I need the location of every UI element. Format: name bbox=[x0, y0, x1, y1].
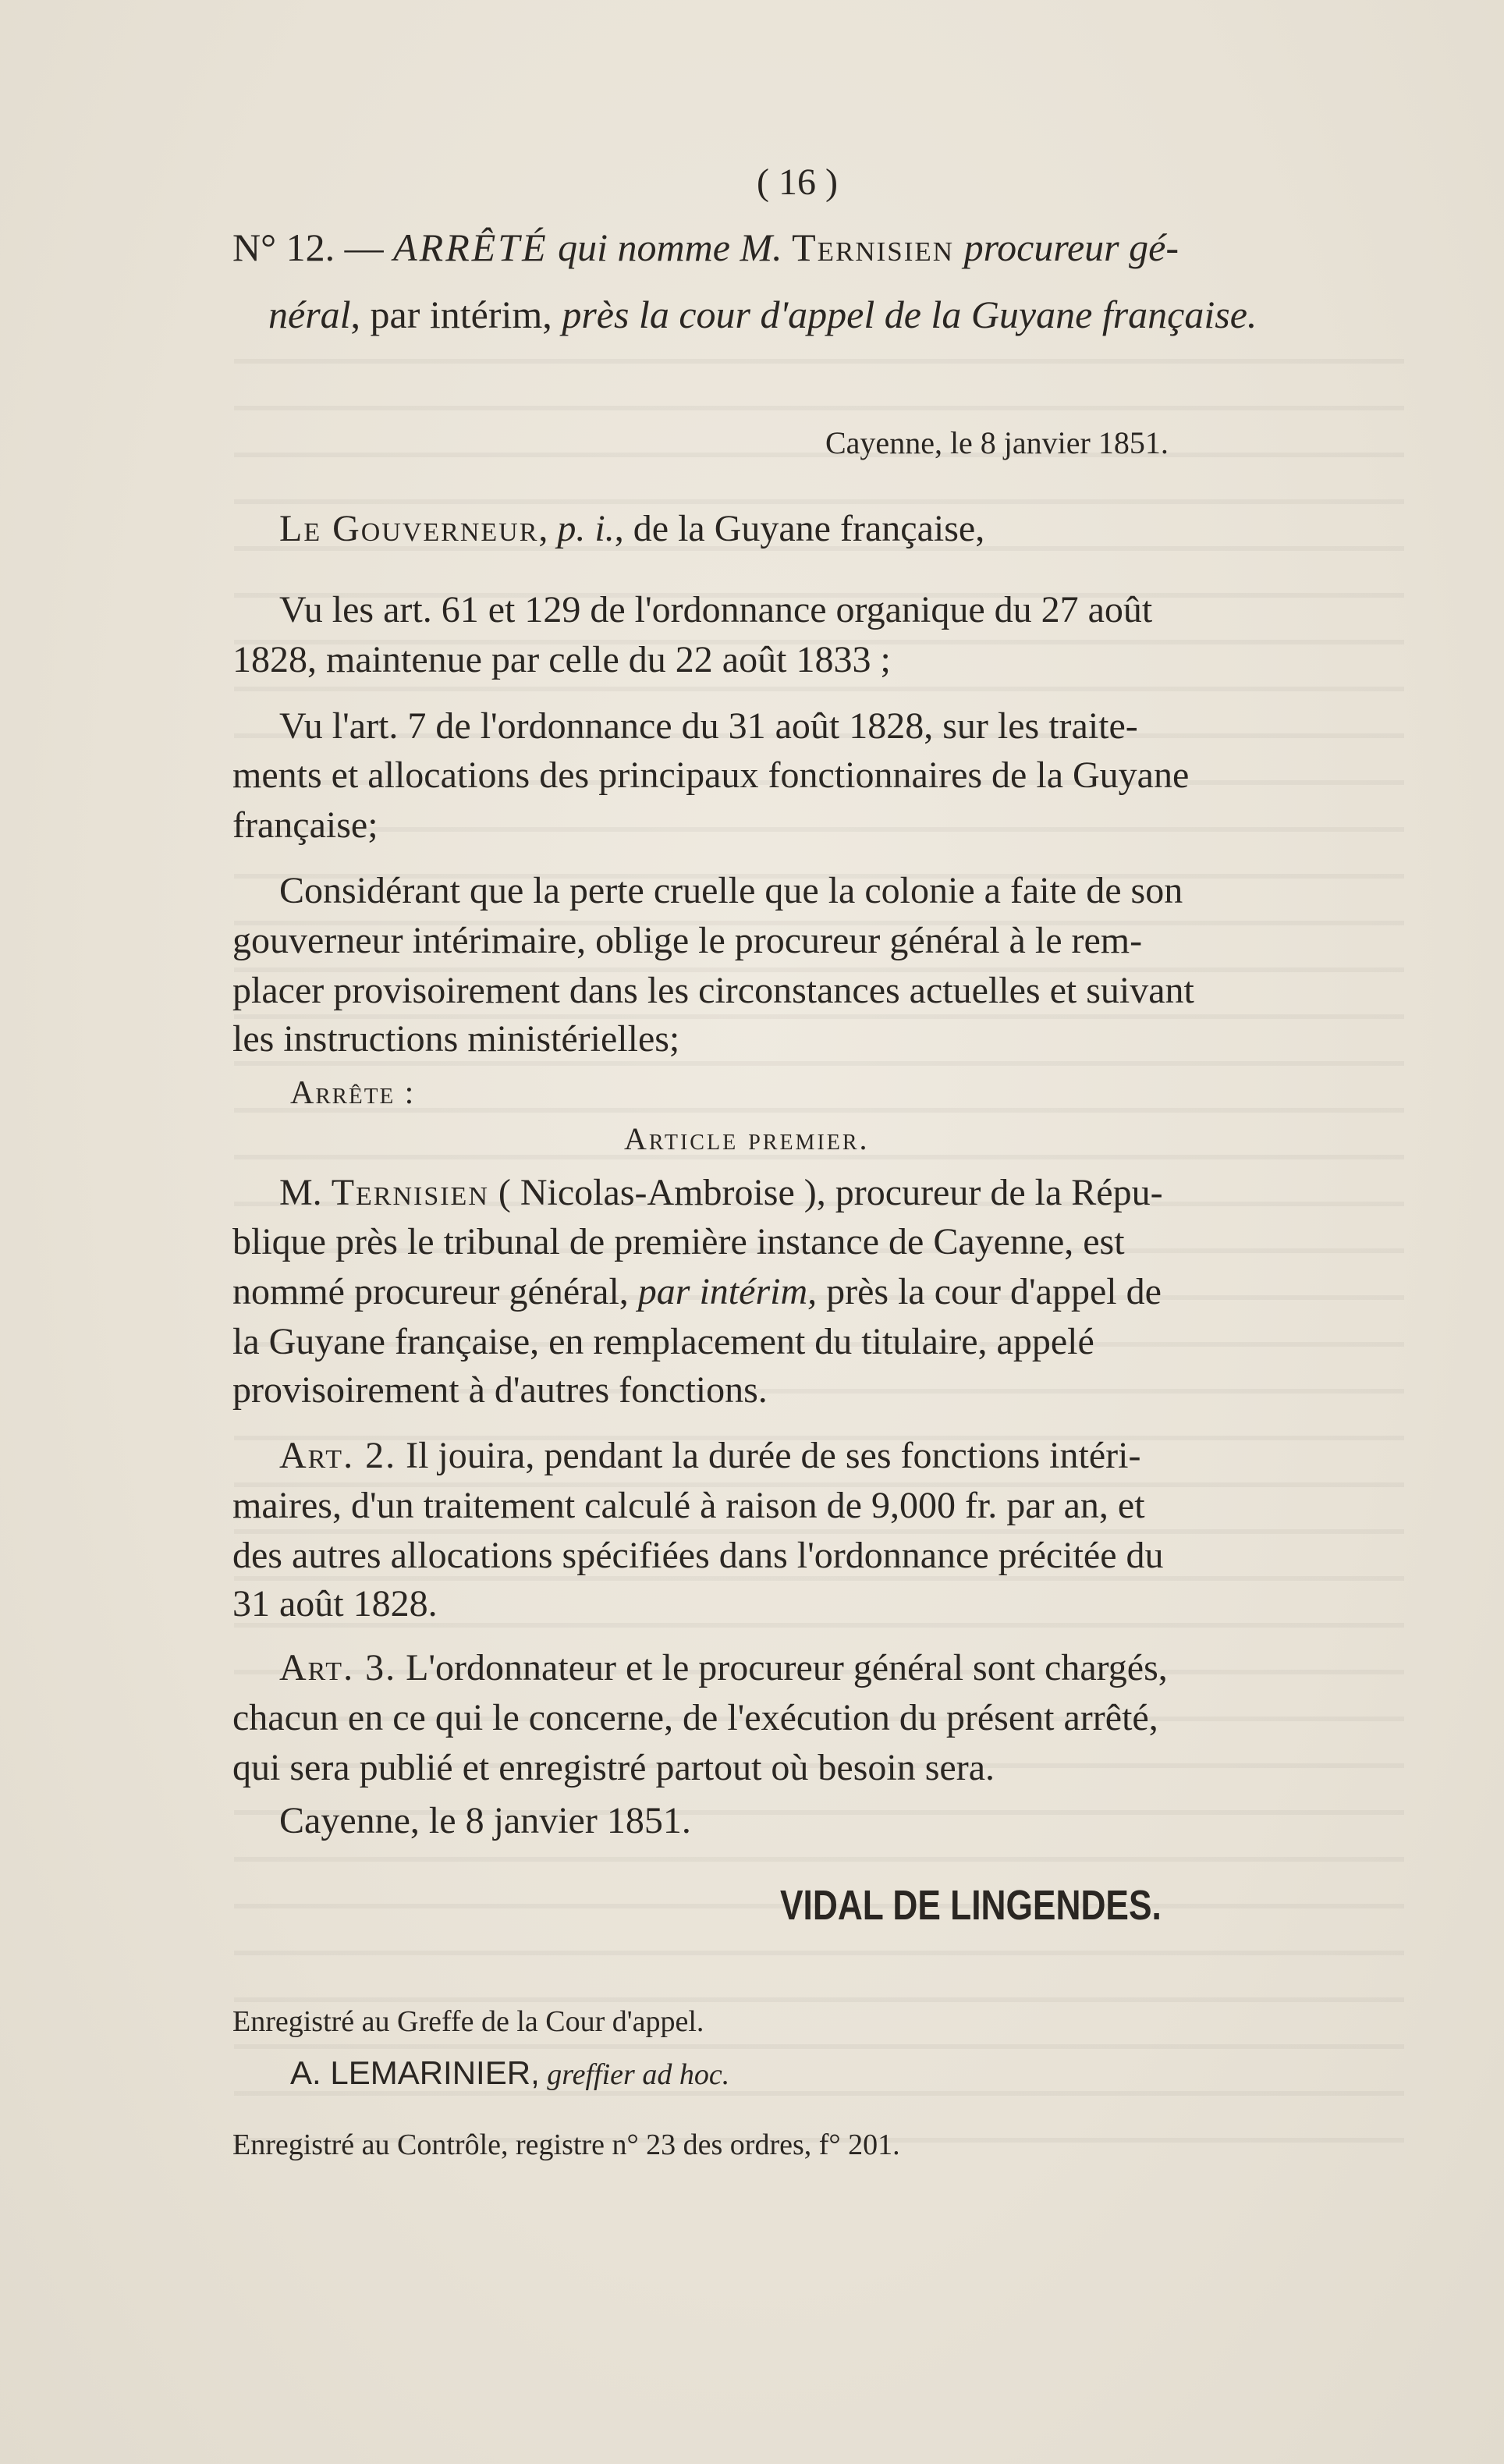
arrete-label: Arrête : bbox=[290, 1075, 416, 1111]
article-1-line-2: blique près le tribunal de première instance de Cayenne, est bbox=[232, 1221, 1125, 1262]
article-1-par-interim: par intérim, bbox=[637, 1271, 818, 1312]
consideration-3-line-2: gouverneur intérimaire, oblige le procureur général à le rem- bbox=[232, 920, 1143, 961]
title-arrete: ARRÊTÉ bbox=[393, 225, 548, 269]
article-3-line-2: chacun en ce qui le concerne, de l'exécution du présent arrêté, bbox=[232, 1697, 1158, 1738]
closing-date: Cayenne, le 8 janvier 1851. bbox=[279, 1800, 691, 1841]
governor-label: Le Gouverneur bbox=[279, 508, 539, 549]
consideration-3-line-1: Considérant que la perte cruelle que la colonie a faite de son bbox=[279, 870, 1183, 911]
registry-signer-role: greffier ad hoc. bbox=[547, 2058, 730, 2091]
dateline: Cayenne, le 8 janvier 1851. bbox=[825, 425, 1169, 460]
consideration-1-line-1: Vu les art. 61 et 129 de l'ordonnance organique du 27 août bbox=[279, 589, 1153, 630]
article-1-line-1 bbox=[279, 1174, 1163, 1212]
consideration-3-line-3: placer provisoirement dans les circonstances actuelles et suivant bbox=[232, 970, 1194, 1011]
registry-signer: A. LEMARINIER, bbox=[290, 2054, 540, 2091]
article-1-line-5: provisoirement à d'autres fonctions. bbox=[232, 1369, 768, 1411]
consideration-3-line-4: les instructions ministérielles; bbox=[232, 1018, 680, 1060]
title-neral: néral bbox=[268, 293, 351, 336]
title-pres: près la cour d'appel de la Guyane française. bbox=[562, 293, 1257, 336]
title-procureur: procureur gé- bbox=[963, 225, 1179, 269]
article-2-line-1 bbox=[279, 1437, 1140, 1475]
consideration-2-line-3: française; bbox=[232, 804, 378, 846]
article-3-line-1 bbox=[279, 1649, 1168, 1687]
decree-title-line-1 bbox=[232, 225, 1179, 269]
article-2-line-2: maires, d'un traitement calculé à raison de 9,000 fr. par an, et bbox=[232, 1485, 1145, 1526]
article-3-line-3: qui sera publié et enregistré partout où besoin sera. bbox=[232, 1747, 995, 1788]
consideration-2-line-1: Vu l'art. 7 de l'ordonnance du 31 août 1828, sur les traite- bbox=[279, 705, 1138, 747]
article-2-line-4: 31 août 1828. bbox=[232, 1583, 438, 1624]
consideration-1-line-2: 1828, maintenue par celle du 22 août 1833 ; bbox=[232, 639, 891, 680]
article-1-line-4: la Guyane française, en remplacement du titulaire, appelé bbox=[232, 1321, 1094, 1362]
page-number: ( 16 ) bbox=[757, 162, 838, 203]
article-premier-heading: Article premier. bbox=[624, 1121, 870, 1156]
governor-rest: , de la Guyane française, bbox=[614, 508, 985, 549]
article-2-line-3: des autres allocations spécifiées dans l'ordonnance précitée du bbox=[232, 1535, 1164, 1576]
article-1-line-3b: près la cour d'appel de bbox=[826, 1271, 1162, 1312]
consideration-2-line-2: ments et allocations des principaux fonctionnaires de la Guyane bbox=[232, 754, 1190, 796]
registry-line-3: Enregistré au Contrôle, registre n° 23 des ordres, f° 201. bbox=[232, 2128, 900, 2161]
article-1-m: M. bbox=[279, 1172, 322, 1213]
registry-line-2 bbox=[290, 2054, 730, 2091]
article-2-label: Art. 2. bbox=[279, 1435, 397, 1476]
title-dash: — bbox=[344, 225, 384, 269]
article-1-name: Ternisien bbox=[331, 1172, 489, 1213]
decree-number: N° 12. bbox=[232, 225, 335, 269]
article-1-line-3 bbox=[232, 1273, 1162, 1311]
article-3-label: Art. 3. bbox=[279, 1647, 397, 1688]
title-qui-nomme: qui nomme M. bbox=[558, 225, 782, 269]
article-1-rest: ( Nicolas-Ambroise ), procureur de la Répu- bbox=[498, 1172, 1163, 1213]
title-person-name: Ternisien bbox=[792, 225, 955, 269]
article-1-line-3a: nommé procureur général, bbox=[232, 1271, 629, 1312]
governor-line: Le Gouverneur, p. i., de la Guyane française, bbox=[279, 508, 985, 549]
title-par-interim: , par intérim, bbox=[350, 293, 552, 336]
article-2-first: Il jouira, pendant la durée de ses fonctions intéri- bbox=[406, 1435, 1141, 1476]
registry-line-1: Enregistré au Greffe de la Cour d'appel. bbox=[232, 2005, 704, 2038]
governor-pi: p. i. bbox=[557, 508, 615, 549]
decree-title-line-2 bbox=[268, 295, 1257, 334]
signature: VIDAL DE LINGENDES. bbox=[780, 1882, 1162, 1929]
article-3-first: L'ordonnateur et le procureur général sont chargés, bbox=[406, 1647, 1168, 1688]
